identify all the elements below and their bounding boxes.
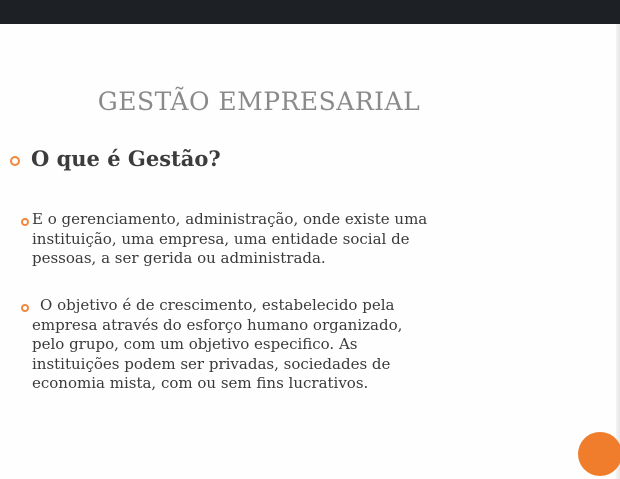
paragraph-line: pelo grupo, com um objetivo especifico. As: [32, 335, 358, 353]
paragraph-objective: [32, 296, 402, 394]
paragraph-line: empresa através do esforço humano organizado,: [32, 315, 403, 334]
window-top-bar: [0, 0, 620, 24]
slide-right-edge: [616, 24, 620, 479]
circle-bullet-icon: [21, 218, 29, 226]
paragraph-line: instituição, uma empresa, uma entidade social de: [32, 229, 410, 248]
paragraph-line: O objetivo é de crescimento, estabelecido pela: [40, 296, 395, 314]
presentation-slide: [0, 24, 620, 479]
circle-bullet-icon: [21, 304, 29, 312]
paragraph-definition: [32, 210, 427, 269]
slide-title: GESTÃO EMPRESARIAL: [97, 87, 421, 116]
paragraph-line: instituições podem ser privadas, sociedades de: [32, 354, 391, 373]
paragraph-line: economia mista, com ou sem fins lucrativos.: [32, 374, 369, 392]
paragraph-line: pessoas, a ser gerida ou administrada.: [32, 249, 326, 267]
decorative-orange-circle: [578, 432, 620, 476]
paragraph-line: E o gerenciamento, administração, onde existe uma: [32, 210, 428, 228]
slide-heading: O que é Gestão?: [31, 146, 221, 171]
circle-bullet-icon: [10, 156, 20, 166]
